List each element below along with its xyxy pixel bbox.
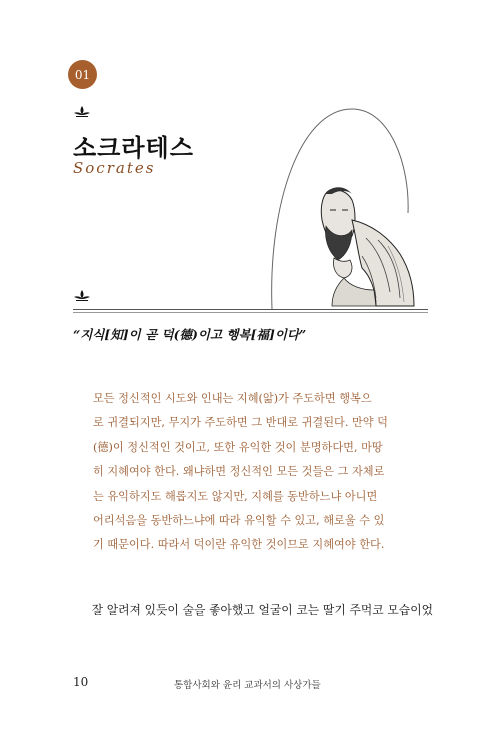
chapter-number-badge — [68, 60, 97, 89]
body-line: (德)이 정신적인 것이고, 또한 유익한 것이 분명하다면, 마땅 — [93, 440, 383, 454]
body-line: 는 유익하지도 해롭지도 않지만, 지혜를 동반하느냐 아니면 — [93, 489, 378, 503]
page-number: 10 — [73, 675, 89, 689]
lotus-ornament-icon — [74, 106, 90, 118]
body-passage — [93, 387, 415, 558]
body-line: 히 지혜여야 한다. 왜냐하면 정신적인 모든 것들은 그 자체로 — [93, 465, 385, 479]
quote-heading: “지식[知]이 곧 덕(德)이고 행복[福]이다” — [73, 327, 307, 342]
illustration-caption: 잘 알려져 있듯이 술을 좋아했고 얼굴이 코는 딸기 주먹코 모습이었 — [91, 603, 433, 617]
chapter-number: 01 — [74, 67, 91, 82]
body-line: 어리석음을 동반하느냐에 따라 유익할 수 있고, 해로울 수 있 — [93, 514, 385, 528]
body-line: 로 귀결되지만, 무지가 주도하면 그 반대로 귀결된다. 만약 덕 — [93, 416, 388, 430]
page-title: 소크라테스 — [73, 134, 194, 162]
lotus-ornament-icon — [74, 290, 90, 302]
running-title: 통합사회와 윤리 교과서의 사상가들 — [174, 680, 321, 691]
socrates-portrait-illustration — [292, 180, 422, 310]
body-line: 기 때문이다. 따라서 덕이란 유익한 것이므로 지혜여야 한다. — [93, 538, 385, 552]
page-subtitle-english: Socrates — [73, 159, 156, 177]
body-line: 모든 정신적인 시도와 인내는 지혜(앎)가 주도하면 행복으 — [93, 392, 372, 405]
divider-rule — [73, 309, 428, 310]
divider-rule-secondary — [73, 312, 428, 313]
